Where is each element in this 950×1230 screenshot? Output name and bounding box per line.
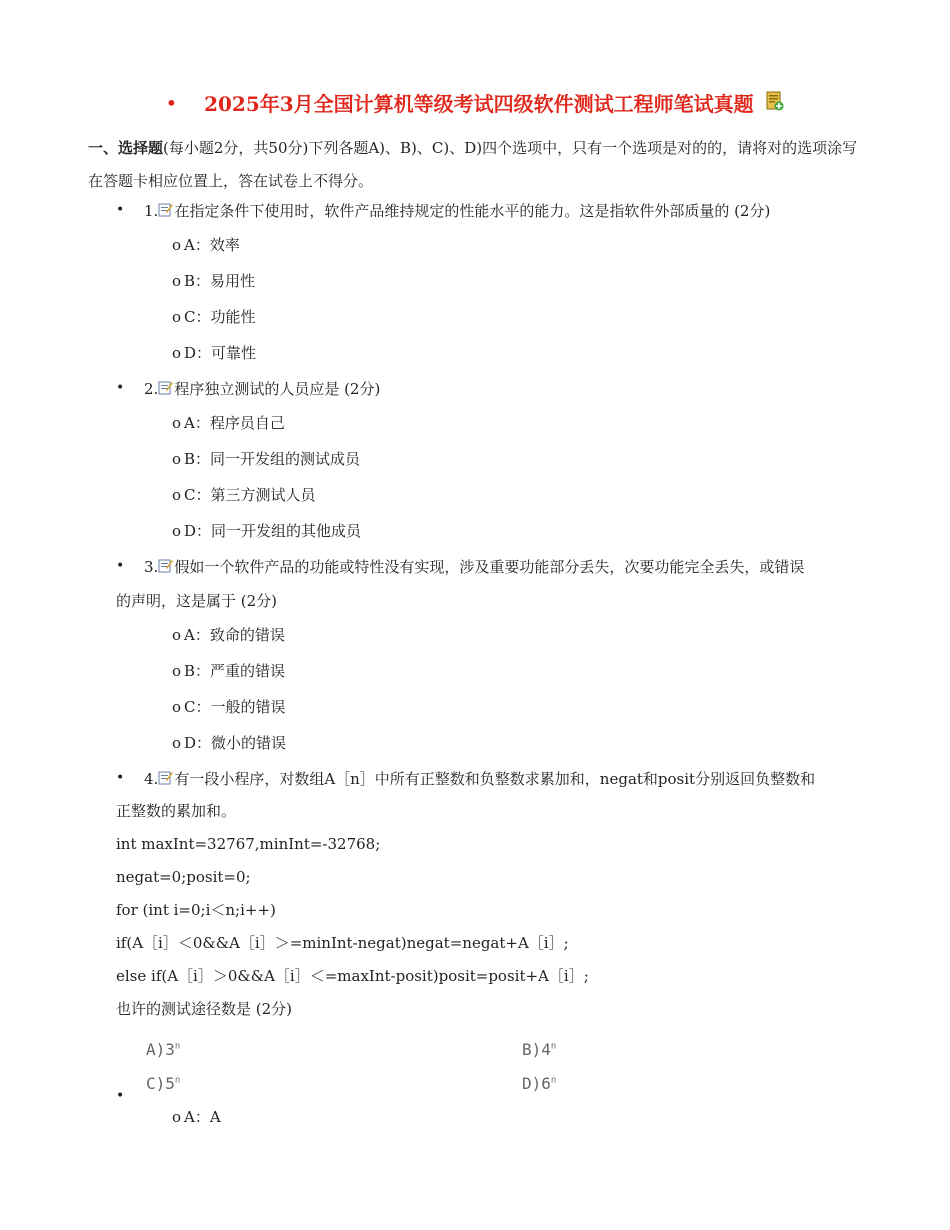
question-3: [144, 556, 804, 578]
option-marker: o: [172, 662, 182, 680]
option-marker: o: [172, 486, 182, 504]
option-item[interactable]: [172, 696, 286, 718]
question-number: 1.: [144, 202, 159, 220]
option-marker: o: [172, 522, 182, 540]
edit-note-icon[interactable]: [158, 769, 173, 784]
question-text: 在指定条件下使用时，软件产品维持规定的性能水平的能力。这是指软件外部质量的 (2分): [174, 202, 771, 220]
option-text: A：效率: [184, 236, 240, 254]
title-bullet: •: [165, 90, 178, 115]
image-choice-c: C)5$^n$: [146, 1074, 181, 1093]
edit-note-icon[interactable]: [158, 201, 173, 216]
option-item[interactable]: [172, 660, 285, 682]
option-text: A：A: [184, 1108, 221, 1126]
option-marker: o: [172, 308, 182, 326]
question-bullet: •: [116, 1088, 125, 1104]
option-item[interactable]: [172, 484, 316, 506]
question-text-continued: 的声明，这是属于 (2分): [116, 592, 278, 610]
question-1: [144, 200, 770, 222]
section-instructions: (每小题2分，共50分)下列各题A)、B)、C)、D)四个选项中，只有一个选项是对的的，请将对的选项涂写在答题卡相应位置上，答在试卷上不得分。: [88, 139, 858, 190]
option-item[interactable]: [172, 520, 361, 542]
option-text: B：易用性: [184, 272, 256, 290]
edit-note-icon[interactable]: [158, 379, 173, 394]
option-text: D：可靠性: [184, 344, 257, 362]
option-marker: o: [172, 414, 182, 432]
option-item[interactable]: [172, 342, 256, 364]
download-file-icon[interactable]: [766, 91, 784, 115]
option-marker: o: [172, 626, 182, 644]
image-choice-b: B)4$^n$: [522, 1040, 557, 1059]
option-item[interactable]: [172, 1106, 221, 1128]
option-item[interactable]: [172, 732, 286, 754]
question-prompt: 也许的测试途径数是 (2分): [116, 1000, 293, 1018]
section-intro: [88, 132, 864, 198]
question-text-continued: 正整数的累加和。: [116, 802, 237, 820]
code-line: if(A［i］＜0&&A［i］＞=minInt-negat)negat=negat+A［i］;: [116, 934, 569, 952]
option-marker: o: [172, 450, 182, 468]
option-item[interactable]: [172, 448, 360, 470]
option-item[interactable]: [172, 624, 285, 646]
question-4: [144, 768, 815, 790]
code-line: for (int i=0;i＜n;i++): [116, 901, 276, 919]
option-marker: o: [172, 272, 182, 290]
option-text: C：第三方测试人员: [184, 486, 316, 504]
option-text: B：严重的错误: [184, 662, 286, 680]
question-2: [144, 378, 380, 400]
question-number: 3.: [144, 558, 159, 576]
option-text: D：微小的错误: [184, 734, 287, 752]
option-item[interactable]: [172, 270, 255, 292]
code-line: else if(A［i］＞0&&A［i］＜=maxInt-posit)posit=posit+A［i］;: [116, 967, 589, 985]
code-line: int maxInt=32767,minInt=-32768;: [116, 835, 381, 853]
section-heading: 一、选择题: [88, 139, 164, 157]
option-marker: o: [172, 344, 182, 362]
option-text: B：同一开发组的测试成员: [184, 450, 361, 468]
document-title-row: [0, 88, 950, 117]
question-bullet: •: [116, 380, 125, 396]
image-choice-d: D)6$^n$: [522, 1074, 557, 1093]
question-number: 4.: [144, 770, 159, 788]
question-number: 2.: [144, 380, 159, 398]
question-bullet: •: [116, 558, 125, 574]
option-marker: o: [172, 698, 182, 716]
question-text: 程序独立测试的人员应是 (2分): [174, 380, 381, 398]
answer-choices-image: [144, 1040, 604, 1100]
image-choice-a: A)3$^n$: [146, 1040, 181, 1059]
option-marker: o: [172, 236, 182, 254]
option-text: C：一般的错误: [184, 698, 286, 716]
edit-note-icon[interactable]: [158, 557, 173, 572]
option-marker: o: [172, 1108, 182, 1126]
option-text: A：致命的错误: [184, 626, 285, 644]
code-line: negat=0;posit=0;: [116, 868, 251, 886]
option-marker: o: [172, 734, 182, 752]
option-item[interactable]: [172, 412, 285, 434]
option-text: C：功能性: [184, 308, 256, 326]
question-text: 假如一个软件产品的功能或特性没有实现，涉及重要功能部分丢失，次要功能完全丢失，或错误: [174, 558, 805, 576]
option-text: A：程序员自己: [184, 414, 285, 432]
question-text: 有一段小程序，对数组A［n］中所有正整数和负整数求累加和，negat和posit分别返回负整数和: [174, 770, 816, 788]
option-item[interactable]: [172, 306, 256, 328]
option-item[interactable]: [172, 234, 240, 256]
option-text: D：同一开发组的其他成员: [184, 522, 362, 540]
question-bullet: •: [116, 202, 125, 218]
document-title: 2025年3月全国计算机等级考试四级软件测试工程师笔试真题: [204, 92, 754, 116]
question-bullet: •: [116, 770, 125, 786]
